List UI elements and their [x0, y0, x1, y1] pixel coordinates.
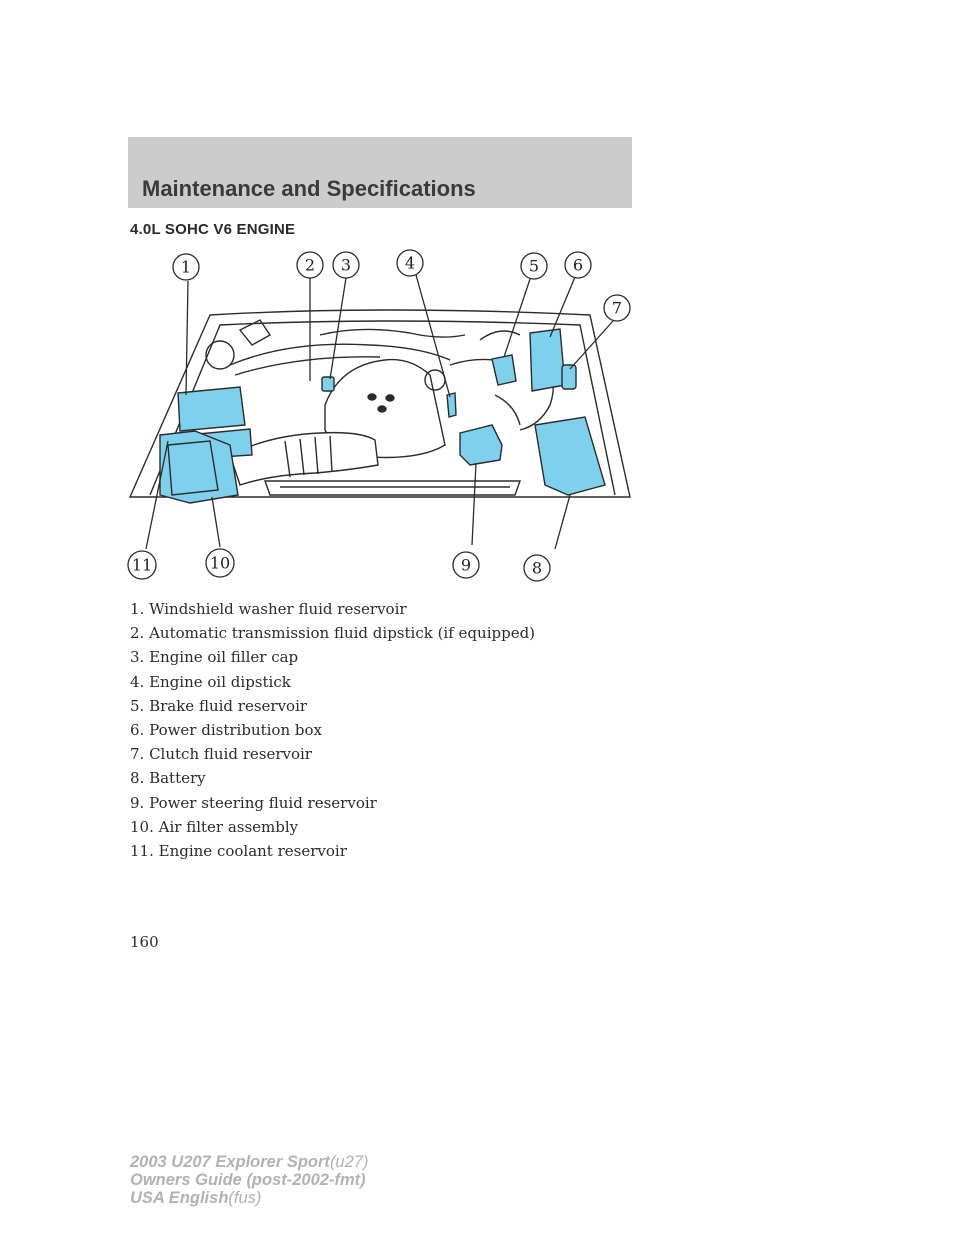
legend-item: 2. Automatic transmission fluid dipstick (if equipped) [130, 624, 536, 643]
callout-7 [604, 295, 630, 321]
footer-line-2 [130, 1171, 368, 1189]
pdb-shape [530, 329, 565, 391]
legend-item: 9. Power steering fluid reservoir [130, 793, 377, 812]
callout-6 [565, 252, 591, 278]
callout-3 [333, 252, 359, 278]
svg-text:9: 9 [460, 555, 472, 575]
svg-text:7: 7 [611, 298, 623, 318]
callout-9 [453, 552, 479, 578]
callout-10 [206, 549, 234, 577]
legend-item: 3. Engine oil filler cap [130, 648, 299, 667]
header-band [128, 137, 632, 208]
footer-language: USA English [130, 1189, 229, 1207]
svg-text:6: 6 [572, 255, 584, 275]
legend-item: 4. Engine oil dipstick [130, 672, 291, 691]
component-legend [130, 597, 535, 863]
legend-item: 10. Air filter assembly [130, 817, 299, 836]
footer-model-code: (u27) [329, 1153, 369, 1171]
callout-11 [128, 551, 156, 579]
callout-2 [297, 252, 323, 278]
oil-cap-shape [322, 377, 334, 391]
svg-text:5: 5 [528, 256, 540, 276]
dipstick-shape [447, 393, 456, 417]
callout-5 [521, 253, 547, 279]
footer-guide: Owners Guide (post-2002-fmt) [130, 1171, 366, 1189]
legend-item: 5. Brake fluid reservoir [130, 696, 308, 715]
svg-text:3: 3 [340, 255, 352, 275]
legend-item: 6. Power distribution box [130, 721, 322, 740]
svg-text:2: 2 [304, 255, 316, 275]
legend-item: 8. Battery [130, 769, 206, 788]
svg-text:8: 8 [531, 558, 543, 578]
washer-reservoir-shape [178, 387, 245, 431]
footer-line-3 [130, 1189, 368, 1207]
legend-item: 1. Windshield washer fluid reservoir [130, 600, 407, 618]
svg-text:1: 1 [180, 257, 192, 277]
footer-language-code: (fus) [228, 1189, 262, 1207]
legend-item: 7. Clutch fluid reservoir [130, 745, 312, 764]
ps-reservoir-shape [460, 425, 502, 465]
page-title: Maintenance and Specifications [142, 176, 476, 201]
svg-text:10: 10 [209, 553, 231, 573]
legend-item: 11. Engine coolant reservoir [130, 842, 347, 861]
footer-model: 2003 U207 Explorer Sport [130, 1153, 330, 1171]
svg-text:11: 11 [131, 555, 153, 575]
page-number: 160 [130, 933, 159, 951]
clutch-reservoir-shape [562, 365, 576, 389]
callout-4 [397, 250, 423, 276]
footer-line-1 [130, 1153, 368, 1171]
document-footer [130, 1153, 368, 1207]
section-title: 4.0L SOHC V6 ENGINE [130, 221, 296, 238]
engine-diagram [120, 245, 650, 590]
callout-1 [173, 254, 199, 280]
callout-8 [524, 555, 550, 581]
svg-text:4: 4 [404, 253, 416, 273]
